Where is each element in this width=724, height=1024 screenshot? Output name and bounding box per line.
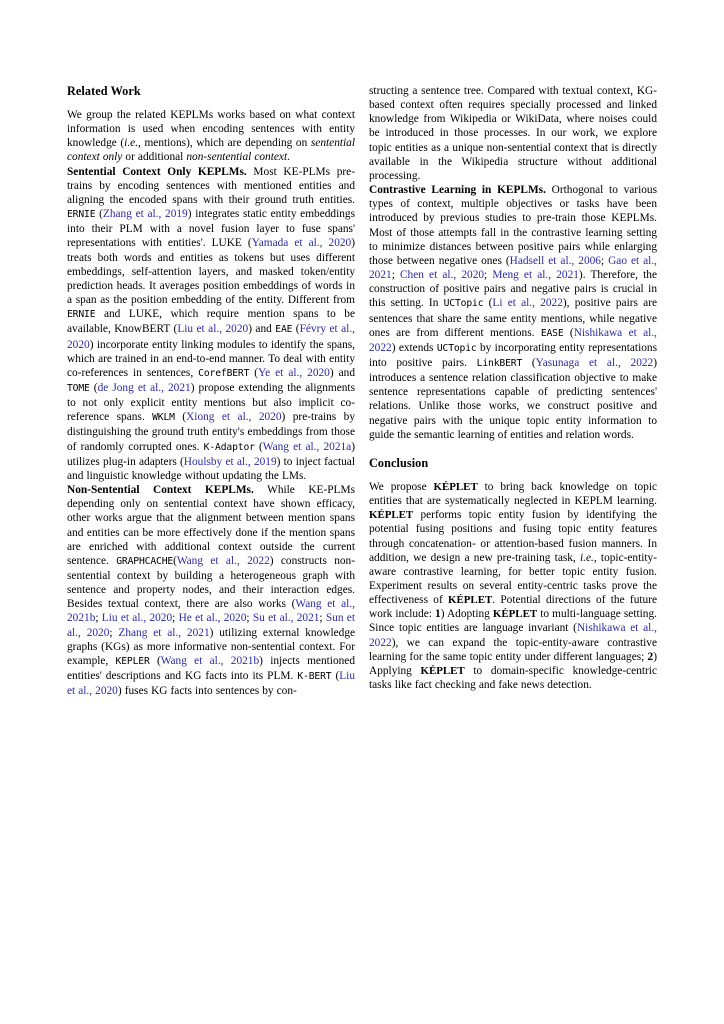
text-run: ; — [391, 269, 400, 282]
citation-link[interactable]: Févry et al., 2020 — [67, 323, 356, 351]
citation-link[interactable]: Wang et al., 2021b — [160, 654, 260, 667]
text-run: ) to inject factual and linguistic knowledge without updating the LMs. — [67, 455, 355, 482]
text-run: ) Adopting — [440, 608, 493, 621]
citation-link[interactable]: Liu et al., 2020 — [67, 670, 355, 698]
model-name-linkbert: LinkBERT — [476, 357, 523, 369]
two-column-body — [67, 84, 657, 964]
text-run: ; — [95, 612, 102, 625]
text-run: ( — [249, 366, 259, 379]
text-run: ; — [246, 612, 253, 625]
text-run: Orthogonal to various types of context, multiple objectives or tasks have been introduced by previous studies to pre-train those KEPLMs. Most of those attempts fall in the contrastive learning setting to minimize distances between positive pairs while enlarging those between negative ones ( — [369, 184, 657, 267]
model-name-uctopic: UCTopic — [443, 298, 484, 310]
text-run: ) utilizing external knowledge graphs (KGs) as more informative non-sentential context. For example, — [67, 626, 356, 667]
text-run: ) pre-trains by distinguishing the ground truth entity's embeddings from those of randomly corrupted ones. — [67, 411, 356, 453]
model-name-corefbert: CorefBERT — [198, 367, 250, 379]
citation-link[interactable]: He et al., 2020 — [178, 612, 247, 625]
text-run: . Potential directions of the future work include: — [369, 594, 658, 621]
text-run: ( — [174, 411, 187, 424]
model-name-keplet: KÉPLET — [369, 509, 414, 522]
citation-link[interactable]: Wang et al., 2021a — [262, 440, 352, 453]
italic-run: sentential context only — [67, 137, 355, 164]
citation-link[interactable]: Meng et al., 2021 — [492, 269, 579, 282]
text-run: ( — [522, 356, 536, 369]
text-run: ) treats both words and entities as tokens but uses different embeddings, self-attention layers, and masked token/entity prediction heads. It averages position embeddings of words in a span as the position embedding of the entity. Different from — [67, 237, 355, 307]
text-run: ( — [95, 208, 103, 221]
citation-link[interactable]: Xiong et al., 2020 — [186, 411, 282, 424]
italic-run: non-sentential context — [186, 151, 288, 164]
text-run: ) Applying — [369, 650, 657, 677]
text-run: We propose — [369, 480, 434, 493]
paragraph-kg-context-continued — [369, 84, 657, 183]
citation-link[interactable]: Yamada et al., 2020 — [251, 237, 352, 250]
section-heading-related-work: Related Work — [67, 84, 141, 98]
citation-link[interactable]: Liu et al., 2020 — [101, 612, 173, 625]
text-run: performs topic entity fusion by identifying the potential fusing positions and fusing topic entity features through concatenation- or attention-based fusion manners. In addition, we design a new pre-training task, — [369, 509, 657, 564]
citation-link[interactable]: Chen et al., 2020 — [399, 269, 485, 282]
text-run: ) constructs non-sentential context by building a heterogeneous graph with sentence and property nodes, and their interaction edges. Besides textual context, there are also works ( — [67, 554, 355, 611]
citation-link[interactable]: Nishikawa et al., 2022 — [369, 622, 658, 649]
model-name-ernie: ERNIE — [67, 209, 96, 221]
model-name-k-adaptor: K-Adaptor — [203, 441, 255, 453]
text-run: ; — [484, 269, 493, 282]
list-marker: 1 — [435, 608, 441, 621]
citation-link[interactable]: de Jong et al., 2021 — [97, 381, 191, 394]
model-name-ernie: ERNIE — [67, 309, 96, 321]
model-name-tome: TOME — [67, 382, 90, 394]
text-run: , topic-entity-aware contrastive learning, for better topic entity fusion. Experiment results on several entity-centric tasks prove the effectiveness of — [369, 551, 657, 607]
text-run: We group the related KEPLMs works based on what context information is used when encoding sentences with entity knowledge ( — [67, 109, 355, 150]
text-run: ; — [319, 612, 326, 625]
citation-link[interactable]: Nishikawa et al., 2022 — [369, 326, 658, 354]
model-name-k-bert: K-BERT — [297, 671, 332, 683]
text-run: ) integrates static entity embeddings into their PLM with a novel fusion layer to fuse spans' representations with entities'. LUKE ( — [67, 208, 356, 250]
text-run: Most KE-PLMs pre-trains by encoding sentences with mentioned entities and aligning the encoded spans with their ground truth entities. — [67, 165, 355, 206]
text-run: to multi-language setting. Since topic entities are language invariant ( — [369, 608, 657, 635]
text-run: ) utilizes plug-in adapters ( — [67, 440, 355, 468]
citation-link[interactable]: Wang et al., 2022 — [176, 554, 270, 567]
text-run: ( — [89, 381, 98, 394]
text-run: ; — [600, 254, 609, 267]
right-column — [369, 84, 657, 692]
text-run: to domain-specific knowledge-centric tasks like fact checking and fake news detection. — [369, 664, 657, 692]
citation-link[interactable]: Houlsby et al., 2019 — [183, 455, 277, 468]
italic-run: i.e. — [124, 137, 139, 150]
runin-heading-sentential-context-only: Sentential Context Only KEPLMs. — [67, 165, 247, 178]
text-run: ) extends — [391, 341, 437, 354]
paragraph-non-sentential-context — [67, 483, 355, 698]
paragraph-conclusion — [369, 480, 657, 692]
text-run: ( — [483, 297, 493, 310]
text-run: or additional — [122, 151, 187, 164]
model-name-graphcache: GRAPHCACHE — [116, 555, 174, 567]
text-run: and LUKE, which require mention spans to be available, KnowBERT ( — [67, 308, 355, 336]
citation-link[interactable]: Zhang et al., 2021 — [118, 626, 210, 639]
text-run: While KE-PLMs depending only on sentential context have shown efficacy, other works argue that the alignment between mention spans and entities can be more effectively done if the mention spans are enriched with additional context outside the current sentence. — [67, 484, 355, 567]
text-run: structing a sentence tree. Compared with textual context, KG-based context often requires specially processed and linked knowledge from Wikipedia or WikiData, where noises could be introduced in those processes. In our work, we explore topic entities as a unique non-sentential context that is directly available in the Wikipedia structure without additional processing. — [369, 85, 657, 182]
text-run: ), positive pairs are sentences that share the same entity mentions, while negative ones are from different mentions. — [369, 297, 658, 339]
list-marker: 2 — [647, 650, 654, 663]
text-run: ( — [149, 654, 161, 667]
model-name-keplet: KÉPLET — [448, 594, 493, 607]
text-run: ( — [254, 440, 263, 453]
text-run: ( — [331, 670, 340, 683]
section-heading-conclusion: Conclusion — [369, 455, 429, 470]
model-name-keplet: KÉPLET — [492, 608, 538, 621]
text-run: ( — [563, 326, 574, 339]
text-run: by incorporating entity representations into positive pairs. — [369, 341, 657, 369]
paragraph-related-work-intro — [67, 108, 355, 165]
text-run: ; — [109, 626, 119, 639]
model-name-uctopic: UCTopic — [436, 342, 477, 354]
italic-run: i.e. — [580, 551, 594, 564]
model-name-keplet: KÉPLET — [420, 664, 465, 677]
text-run: ; — [172, 612, 179, 625]
text-run: ) and — [329, 366, 355, 379]
model-name-ease: EASE — [540, 327, 564, 339]
runin-heading-contrastive-learning: Contrastive Learning in KEPLMs. — [369, 184, 546, 197]
text-run: ) introduces a sentence relation classification objective to make sentence representations capable of predicting sentences' relations. Unlike those works, we construct positive and negative pairs with the unique topic entity information to guide the semantic learning of entities and relation words. — [369, 356, 657, 441]
citation-link[interactable]: Li et al., 2022 — [492, 297, 563, 310]
citation-link[interactable]: Sun et al., 2020 — [67, 612, 355, 639]
citation-link[interactable]: Su et al., 2021 — [252, 612, 320, 625]
text-run: , mentions), which are depending on — [138, 137, 311, 150]
model-name-keplet: KÉPLET — [433, 480, 478, 493]
paragraph-sentential-context-only — [67, 165, 355, 483]
model-name-kepler: KEPLER — [115, 655, 150, 667]
model-name-eae: EAE — [275, 324, 293, 336]
citation-link[interactable]: Gao et al., 2021 — [369, 254, 658, 282]
citation-link[interactable]: Zhang et al., 2019 — [102, 208, 188, 221]
text-run: ) and — [248, 323, 276, 336]
text-run: ) injects mentioned entities' descriptions and KG facts into its PLM. — [67, 654, 355, 683]
text-run: ). Therefore, the construction of positive pairs and negative pairs is crucial in this setting. In — [369, 269, 657, 310]
text-run: ) propose extending the alignments to not only explicit entity mentions but also implicit co-reference spans. — [67, 381, 355, 424]
text-run: ( — [173, 554, 177, 567]
runin-heading-non-sentential-context: Non-Sentential Context KEPLMs. — [67, 484, 254, 497]
citation-link[interactable]: Liu et al., 2020 — [177, 323, 249, 336]
citation-link[interactable]: Ye et al., 2020 — [258, 366, 330, 379]
model-name-wklm: WKLM — [152, 412, 175, 424]
text-run: to bring back knowledge on topic entities that are systematically neglected in KEPLM learning. — [369, 480, 658, 508]
left-column — [67, 84, 355, 698]
text-run: ), we can expand the topic-entity-aware contrastive learning for the same topic entity under different languages; — [369, 636, 657, 663]
paragraph-contrastive-learning — [369, 183, 657, 442]
text-run: ) fuses KG facts into sentences by con- — [117, 685, 297, 698]
text-run: ( — [292, 323, 300, 336]
citation-link[interactable]: Hadsell et al., 2006 — [509, 254, 601, 267]
text-run: . — [287, 151, 290, 164]
citation-link[interactable]: Wang et al., 2021b — [67, 598, 355, 625]
text-run: ) incorporate entity linking modules to identify the spans, which are trained in an end-to-end manner. To deal with entity co-references in sentences, — [67, 338, 355, 379]
citation-link[interactable]: Yasunaga et al., 2022 — [535, 356, 654, 369]
